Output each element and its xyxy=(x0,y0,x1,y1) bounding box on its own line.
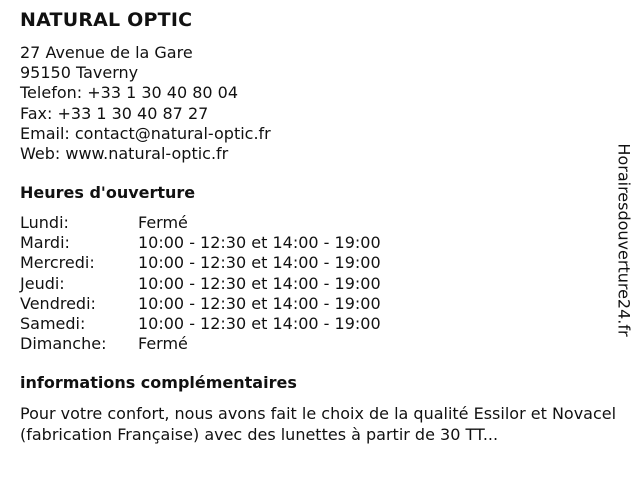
business-name: NATURAL OPTIC xyxy=(20,9,193,31)
hours-heading: Heures d'ouverture xyxy=(20,183,196,202)
day-label: Vendredi: xyxy=(20,293,96,313)
hours-row-wednesday xyxy=(20,253,381,273)
day-hours: 10:00 - 12:30 et 14:00 - 19:00 xyxy=(138,273,381,293)
info-description: Pour votre confort, nous avons fait le choix de la qualité Essilor et Novacel (fabrication Française) avec des lunettes à partir de 30 TT... xyxy=(20,404,617,444)
day-hours: 10:00 - 12:30 et 14:00 - 19:00 xyxy=(138,314,381,334)
address-line-2: 95150 Taverny xyxy=(20,63,139,83)
opening-hours-list xyxy=(20,213,381,354)
day-label: Mardi: xyxy=(20,233,70,253)
day-hours: 10:00 - 12:30 et 14:00 - 19:00 xyxy=(138,233,381,253)
day-label: Jeudi: xyxy=(20,273,65,293)
contact-block xyxy=(20,43,271,164)
hours-row-thursday xyxy=(20,274,381,294)
hours-row-monday xyxy=(20,213,381,233)
email-address: Email: contact@natural-optic.fr xyxy=(20,123,271,143)
day-hours: 10:00 - 12:30 et 14:00 - 19:00 xyxy=(138,293,381,313)
fax-number: Fax: +33 1 30 40 87 27 xyxy=(20,103,209,123)
hours-row-tuesday xyxy=(20,233,381,253)
hours-row-friday xyxy=(20,294,381,314)
day-label: Lundi: xyxy=(20,213,69,232)
day-label: Mercredi: xyxy=(20,253,95,273)
day-hours: Fermé xyxy=(138,213,188,232)
day-label: Dimanche: xyxy=(20,334,107,354)
address-line-1: 27 Avenue de la Gare xyxy=(20,43,193,62)
day-hours: 10:00 - 12:30 et 14:00 - 19:00 xyxy=(138,253,381,273)
watermark-text: Horairesdouverture24.fr xyxy=(614,143,634,337)
info-heading: informations complémentaires xyxy=(20,373,297,392)
day-hours: Fermé xyxy=(138,334,188,354)
phone-number: Telefon: +33 1 30 40 80 04 xyxy=(20,83,239,103)
website-address: Web: www.natural-optic.fr xyxy=(20,144,229,164)
hours-row-sunday xyxy=(20,334,381,354)
hours-row-saturday xyxy=(20,314,381,334)
day-label: Samedi: xyxy=(20,314,86,334)
